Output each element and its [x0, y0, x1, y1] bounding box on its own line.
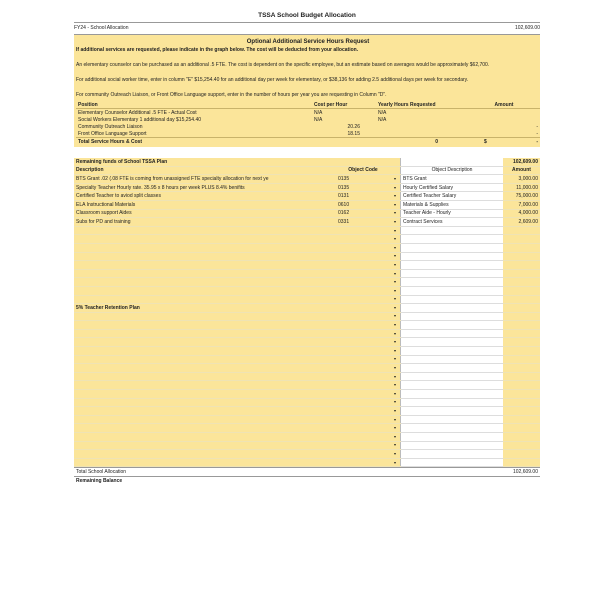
plan-object-description-cell[interactable]	[401, 441, 504, 450]
plan-object-code-cell[interactable]: 0135	[336, 175, 390, 184]
plan-object-code-cell[interactable]	[336, 286, 390, 295]
allocation-row	[74, 23, 540, 35]
plan-row[interactable]	[74, 235, 540, 244]
plan-description-cell[interactable]	[74, 269, 336, 278]
plan-amount-cell[interactable]	[503, 441, 540, 450]
plan-amount-cell[interactable]	[503, 321, 540, 330]
total-allocation-row	[74, 468, 540, 477]
plan-description-cell[interactable]	[74, 372, 336, 381]
header-amount: Amount	[503, 166, 540, 175]
total-allocation-label: Total School Allocation	[74, 468, 488, 477]
plan-row[interactable]	[74, 312, 540, 321]
plan-object-description-cell[interactable]: Certified Teacher Salary	[401, 192, 504, 201]
plan-description-cell[interactable]	[74, 312, 336, 321]
plan-description-cell[interactable]	[74, 286, 336, 295]
object-code-dropdown-icon[interactable]: ▾	[390, 321, 401, 330]
plan-object-code-cell[interactable]	[336, 441, 390, 450]
plan-description-cell[interactable]	[74, 278, 336, 287]
plan-description-cell[interactable]: Classroom support Aides	[74, 209, 336, 218]
plan-row[interactable]	[74, 415, 540, 424]
plan-amount-cell[interactable]	[503, 312, 540, 321]
service-amount[interactable]	[468, 109, 540, 117]
object-code-dropdown-icon[interactable]: ▾	[390, 304, 401, 313]
plan-row[interactable]	[74, 295, 540, 304]
plan-row[interactable]	[74, 390, 540, 399]
service-amount[interactable]: -	[536, 130, 538, 137]
service-cost: N/A	[314, 109, 323, 116]
plan-object-code-cell[interactable]	[336, 364, 390, 373]
plan-object-description-cell[interactable]	[401, 278, 504, 287]
plan-object-description-cell[interactable]	[401, 355, 504, 364]
object-code-dropdown-icon[interactable]: ▾	[390, 372, 401, 381]
object-code-dropdown-icon[interactable]: ▾	[390, 235, 401, 244]
plan-object-code-cell[interactable]	[336, 269, 390, 278]
object-code-dropdown-icon[interactable]: ▾	[390, 381, 401, 390]
plan-description-cell[interactable]	[74, 226, 336, 235]
object-code-dropdown-icon[interactable]: ▾	[390, 355, 401, 364]
plan-description-cell[interactable]	[74, 433, 336, 442]
object-code-dropdown-icon[interactable]: ▾	[390, 424, 401, 433]
plan-object-description-cell[interactable]	[401, 286, 504, 295]
plan-object-description-cell[interactable]	[401, 304, 504, 313]
allocation-value: 102,609.00	[514, 25, 540, 31]
plan-description-cell[interactable]	[74, 407, 336, 416]
remaining-balance-row	[74, 477, 540, 486]
plan-object-description-cell[interactable]: Contract Services	[401, 218, 504, 227]
plan-description-cell[interactable]	[74, 321, 336, 330]
service-cost: 20.26	[347, 123, 360, 130]
plan-row[interactable]	[74, 200, 540, 209]
object-code-dropdown-icon[interactable]: ▾	[390, 278, 401, 287]
plan-amount-cell[interactable]	[503, 450, 540, 459]
plan-object-description-cell[interactable]	[401, 390, 504, 399]
plan-row[interactable]	[74, 269, 540, 278]
header-cost: Cost per Hour	[312, 101, 376, 109]
retention-plan-label[interactable]: 5% Teacher Retention Plan	[74, 304, 336, 313]
plan-object-description-cell[interactable]	[401, 252, 504, 261]
header-amount: Amount	[468, 101, 540, 109]
plan-object-description-cell[interactable]	[401, 321, 504, 330]
service-position: Elementary Counselor Additional .5 FTE - Actual Cost	[78, 109, 197, 116]
plan-table	[74, 158, 540, 467]
plan-amount-cell[interactable]	[503, 347, 540, 356]
plan-amount-cell[interactable]	[503, 424, 540, 433]
service-row[interactable]	[76, 123, 540, 130]
object-code-dropdown-icon[interactable]: ▾	[390, 200, 401, 209]
plan-row[interactable]	[74, 458, 540, 467]
totals-footer	[74, 467, 540, 485]
plan-row[interactable]	[74, 183, 540, 192]
object-code-dropdown-icon[interactable]: ▾	[390, 269, 401, 278]
sheet-title: TSSA School Budget Allocation	[74, 10, 540, 23]
plan-amount-cell[interactable]	[503, 398, 540, 407]
plan-object-code-cell[interactable]	[336, 458, 390, 467]
plan-object-code-cell[interactable]	[336, 329, 390, 338]
header-description: Description	[74, 166, 336, 175]
total-allocation-value: 102,609.00	[488, 468, 540, 477]
object-code-dropdown-icon[interactable]: ▾	[390, 407, 401, 416]
object-code-dropdown-icon[interactable]: ▾	[390, 252, 401, 261]
plan-header-row	[74, 166, 540, 175]
plan-description-cell[interactable]	[74, 261, 336, 270]
plan-row[interactable]	[74, 209, 540, 218]
plan-amount-cell[interactable]	[503, 415, 540, 424]
plan-amount-cell[interactable]	[503, 286, 540, 295]
plan-amount-cell[interactable]	[503, 458, 540, 467]
plan-row[interactable]	[74, 218, 540, 227]
service-hours-table	[76, 101, 540, 145]
plan-object-code-cell[interactable]: 0131	[336, 192, 390, 201]
plan-description-cell[interactable]	[74, 424, 336, 433]
header-position: Position	[76, 101, 312, 109]
plan-object-description-cell[interactable]	[401, 458, 504, 467]
plan-object-code-cell[interactable]	[336, 347, 390, 356]
plan-object-code-cell[interactable]: 0331	[336, 218, 390, 227]
plan-object-description-cell[interactable]: Materials & Supplies	[401, 200, 504, 209]
service-row[interactable]	[76, 116, 540, 123]
service-cost: 18.15	[347, 130, 360, 137]
service-row[interactable]	[76, 109, 540, 117]
plan-amount-cell[interactable]	[503, 390, 540, 399]
plan-amount-cell[interactable]: 11,000.00	[503, 183, 540, 192]
header-object-code: Object Code	[336, 166, 390, 175]
object-code-dropdown-icon[interactable]: ▾	[390, 347, 401, 356]
remaining-funds-label: Remaining funds of School TSSA Plan	[74, 158, 336, 166]
plan-row[interactable]	[74, 252, 540, 261]
plan-object-description-cell[interactable]	[401, 381, 504, 390]
plan-object-description-cell[interactable]	[401, 261, 504, 270]
object-code-dropdown-icon[interactable]: ▾	[390, 183, 401, 192]
optional-para-social-worker: For additional social worker time, enter in column "E" $15,254.40 for an additional day per week for elementary, or $38,136 for adding 2.5 additional days per week for secondary.	[76, 77, 469, 83]
service-total-amount: $ -	[468, 138, 540, 146]
optional-title: Optional Additional Service Hours Request	[246, 39, 370, 45]
plan-description-cell[interactable]	[74, 458, 336, 467]
plan-object-code-cell[interactable]	[336, 295, 390, 304]
plan-row[interactable]	[74, 338, 540, 347]
plan-amount-cell[interactable]	[503, 338, 540, 347]
plan-row[interactable]	[74, 433, 540, 442]
plan-description-cell[interactable]	[74, 364, 336, 373]
plan-object-code-cell[interactable]	[336, 235, 390, 244]
plan-object-description-cell[interactable]	[401, 347, 504, 356]
plan-object-code-cell[interactable]	[336, 355, 390, 364]
plan-row[interactable]	[74, 407, 540, 416]
object-code-dropdown-icon[interactable]: ▾	[390, 286, 401, 295]
plan-row[interactable]	[74, 381, 540, 390]
plan-object-code-cell[interactable]: 0135	[336, 183, 390, 192]
object-code-dropdown-icon[interactable]: ▾	[390, 261, 401, 270]
header-object-description: Object Description	[401, 166, 504, 175]
plan-object-description-cell[interactable]: Teacher Aide - Hourly	[401, 209, 504, 218]
plan-object-code-cell[interactable]	[336, 261, 390, 270]
plan-object-code-cell[interactable]	[336, 226, 390, 235]
object-code-dropdown-icon[interactable]: ▾	[390, 226, 401, 235]
optional-para-counselor: An elementary counselor can be purchased as an additional .5 FTE. The cost is dependent on the specific employee, but an estimate based on averages would be approximately $62,700.	[76, 62, 490, 68]
plan-description-cell[interactable]	[74, 390, 336, 399]
object-code-dropdown-icon[interactable]: ▾	[390, 415, 401, 424]
plan-row[interactable]	[74, 304, 540, 313]
plan-amount-cell[interactable]	[503, 355, 540, 364]
service-total-row	[76, 138, 540, 146]
optional-intro: If additional services are requested, please indicate in the graph below. The cost will be deducted from your allocation.	[76, 47, 359, 53]
plan-amount-cell[interactable]	[503, 261, 540, 270]
plan-description-cell[interactable]: Subs for PD and training	[74, 218, 336, 227]
object-code-dropdown-icon[interactable]: ▾	[390, 338, 401, 347]
service-amount[interactable]	[468, 116, 540, 123]
plan-row[interactable]	[74, 398, 540, 407]
object-code-dropdown-icon[interactable]: ▾	[390, 243, 401, 252]
header-hours: Yearly Hours Requested	[376, 101, 468, 109]
plan-object-description-cell[interactable]	[401, 243, 504, 252]
plan-description-cell[interactable]: BTS Grant .02 (.08 FTE is coming from unassigned FTE specialty allocation for next ye	[74, 175, 336, 184]
object-code-dropdown-icon[interactable]: ▾	[390, 209, 401, 218]
plan-row[interactable]	[74, 424, 540, 433]
plan-description-cell[interactable]: Specialty Teacher Hourly rate. 35.95 x 8 hours per week PLUS 8.4% benifits	[74, 183, 336, 192]
plan-row[interactable]	[74, 278, 540, 287]
optional-services-section	[74, 35, 540, 147]
plan-object-code-cell[interactable]: 0610	[336, 200, 390, 209]
plan-object-code-cell[interactable]	[336, 243, 390, 252]
allocation-label: FY24 - School Allocation	[74, 25, 129, 31]
plan-amount-cell[interactable]: 75,000.00	[503, 192, 540, 201]
service-hours-cell[interactable]: N/A	[378, 109, 387, 116]
plan-row[interactable]	[74, 372, 540, 381]
tssa-plan-section	[74, 158, 540, 467]
plan-object-description-cell[interactable]	[401, 450, 504, 459]
plan-object-description-cell[interactable]	[401, 364, 504, 373]
plan-row[interactable]	[74, 192, 540, 201]
plan-description-cell[interactable]	[74, 243, 336, 252]
plan-object-description-cell[interactable]	[401, 269, 504, 278]
service-hours-cell[interactable]	[376, 123, 468, 130]
object-code-dropdown-icon[interactable]: ▾	[390, 398, 401, 407]
plan-amount-cell[interactable]: 3,000.00	[503, 175, 540, 184]
remaining-balance-label: Remaining Balance	[74, 477, 488, 486]
object-code-dropdown-icon[interactable]: ▾	[390, 192, 401, 201]
plan-object-description-cell[interactable]: BTS Grant	[401, 175, 504, 184]
plan-amount-cell[interactable]	[503, 278, 540, 287]
plan-object-code-cell[interactable]	[336, 398, 390, 407]
plan-object-description-cell[interactable]	[401, 424, 504, 433]
plan-amount-cell[interactable]	[503, 252, 540, 261]
plan-object-description-cell[interactable]	[401, 329, 504, 338]
plan-row[interactable]	[74, 261, 540, 270]
plan-description-cell[interactable]	[74, 415, 336, 424]
plan-description-cell[interactable]: ELA Instructional Materials	[74, 200, 336, 209]
plan-object-code-cell[interactable]	[336, 321, 390, 330]
plan-row[interactable]	[74, 243, 540, 252]
plan-amount-cell[interactable]	[503, 381, 540, 390]
service-hours-cell[interactable]	[376, 130, 468, 138]
plan-amount-cell[interactable]	[503, 269, 540, 278]
plan-row[interactable]	[74, 175, 540, 184]
remaining-funds-row	[74, 158, 540, 166]
plan-object-description-cell[interactable]	[401, 433, 504, 442]
plan-description-cell[interactable]	[74, 398, 336, 407]
plan-description-cell[interactable]	[74, 329, 336, 338]
object-code-dropdown-icon[interactable]: ▾	[390, 218, 401, 227]
plan-description-cell[interactable]	[74, 381, 336, 390]
plan-description-cell[interactable]	[74, 338, 336, 347]
plan-description-cell[interactable]	[74, 441, 336, 450]
plan-row[interactable]	[74, 286, 540, 295]
service-position: Social Workers Elementary 1 additional day $15,254.40	[78, 116, 202, 123]
service-row[interactable]	[76, 130, 540, 138]
plan-row[interactable]	[74, 450, 540, 459]
service-hours-cell[interactable]: N/A	[378, 116, 387, 123]
service-hours-header	[76, 101, 540, 109]
plan-amount-cell[interactable]: 4,000.00	[503, 209, 540, 218]
service-position: Front Office Language Support	[78, 130, 147, 137]
plan-description-cell[interactable]	[74, 347, 336, 356]
plan-description-cell[interactable]	[74, 235, 336, 244]
object-code-dropdown-icon[interactable]: ▾	[390, 450, 401, 459]
plan-object-code-cell[interactable]	[336, 433, 390, 442]
service-cost: N/A	[314, 116, 323, 123]
service-amount[interactable]: -	[536, 123, 538, 130]
plan-amount-cell[interactable]: 7,000.00	[503, 200, 540, 209]
plan-object-code-cell[interactable]	[336, 407, 390, 416]
plan-amount-cell[interactable]	[503, 364, 540, 373]
plan-object-description-cell[interactable]	[401, 372, 504, 381]
plan-object-code-cell[interactable]	[336, 450, 390, 459]
object-code-dropdown-icon[interactable]: ▾	[390, 295, 401, 304]
plan-amount-cell[interactable]	[503, 433, 540, 442]
plan-row[interactable]	[74, 329, 540, 338]
plan-object-description-cell[interactable]	[401, 338, 504, 347]
plan-description-cell[interactable]: Certified Teacher to aviod split classes	[74, 192, 336, 201]
plan-amount-cell[interactable]	[503, 372, 540, 381]
object-code-dropdown-icon[interactable]: ▾	[390, 390, 401, 399]
plan-object-description-cell[interactable]	[401, 295, 504, 304]
plan-row[interactable]	[74, 364, 540, 373]
plan-description-cell[interactable]	[74, 252, 336, 261]
plan-object-code-cell[interactable]	[336, 372, 390, 381]
plan-object-code-cell[interactable]	[336, 304, 390, 313]
plan-object-description-cell[interactable]	[401, 415, 504, 424]
plan-object-description-cell[interactable]	[401, 226, 504, 235]
plan-amount-cell[interactable]	[503, 407, 540, 416]
plan-object-code-cell[interactable]: 0162	[336, 209, 390, 218]
object-code-dropdown-icon[interactable]: ▾	[390, 433, 401, 442]
plan-amount-cell[interactable]	[503, 304, 540, 313]
plan-row[interactable]	[74, 226, 540, 235]
plan-amount-cell[interactable]	[503, 226, 540, 235]
service-total-label: Total Service Hours & Cost	[76, 138, 312, 146]
object-code-dropdown-icon[interactable]: ▾	[390, 175, 401, 184]
plan-description-cell[interactable]	[74, 450, 336, 459]
plan-row[interactable]	[74, 441, 540, 450]
plan-object-code-cell[interactable]	[336, 390, 390, 399]
remaining-funds-value: 102,609.00	[503, 158, 540, 166]
plan-row[interactable]	[74, 355, 540, 364]
object-code-dropdown-icon[interactable]: ▾	[390, 329, 401, 338]
plan-object-code-cell[interactable]	[336, 278, 390, 287]
object-code-dropdown-icon[interactable]: ▾	[390, 364, 401, 373]
plan-amount-cell[interactable]	[503, 243, 540, 252]
plan-object-description-cell[interactable]: Hourly Certified Salary	[401, 183, 504, 192]
optional-para-liaison: For community Outreach Liaison, or Front Office Language support, enter in the number of hours per year you are requesting in Column "D".	[76, 92, 387, 98]
plan-object-code-cell[interactable]	[336, 415, 390, 424]
plan-object-code-cell[interactable]	[336, 252, 390, 261]
plan-amount-cell[interactable]: 2,609.00	[503, 218, 540, 227]
plan-object-description-cell[interactable]	[401, 407, 504, 416]
plan-description-cell[interactable]	[74, 355, 336, 364]
plan-object-code-cell[interactable]	[336, 312, 390, 321]
plan-amount-cell[interactable]	[503, 235, 540, 244]
service-total-hours: 0	[376, 138, 468, 146]
plan-object-code-cell[interactable]	[336, 381, 390, 390]
plan-object-description-cell[interactable]	[401, 312, 504, 321]
plan-object-description-cell[interactable]	[401, 235, 504, 244]
plan-amount-cell[interactable]	[503, 295, 540, 304]
plan-object-description-cell[interactable]	[401, 398, 504, 407]
object-code-dropdown-icon[interactable]: ▾	[390, 441, 401, 450]
plan-amount-cell[interactable]	[503, 329, 540, 338]
plan-description-cell[interactable]	[74, 295, 336, 304]
object-code-dropdown-icon[interactable]: ▾	[390, 312, 401, 321]
budget-sheet	[74, 10, 540, 485]
plan-object-code-cell[interactable]	[336, 338, 390, 347]
plan-object-code-cell[interactable]	[336, 424, 390, 433]
service-position: Community Outreach Liaison	[78, 123, 143, 130]
plan-row[interactable]	[74, 347, 540, 356]
object-code-dropdown-icon[interactable]: ▾	[390, 458, 401, 467]
plan-row[interactable]	[74, 321, 540, 330]
